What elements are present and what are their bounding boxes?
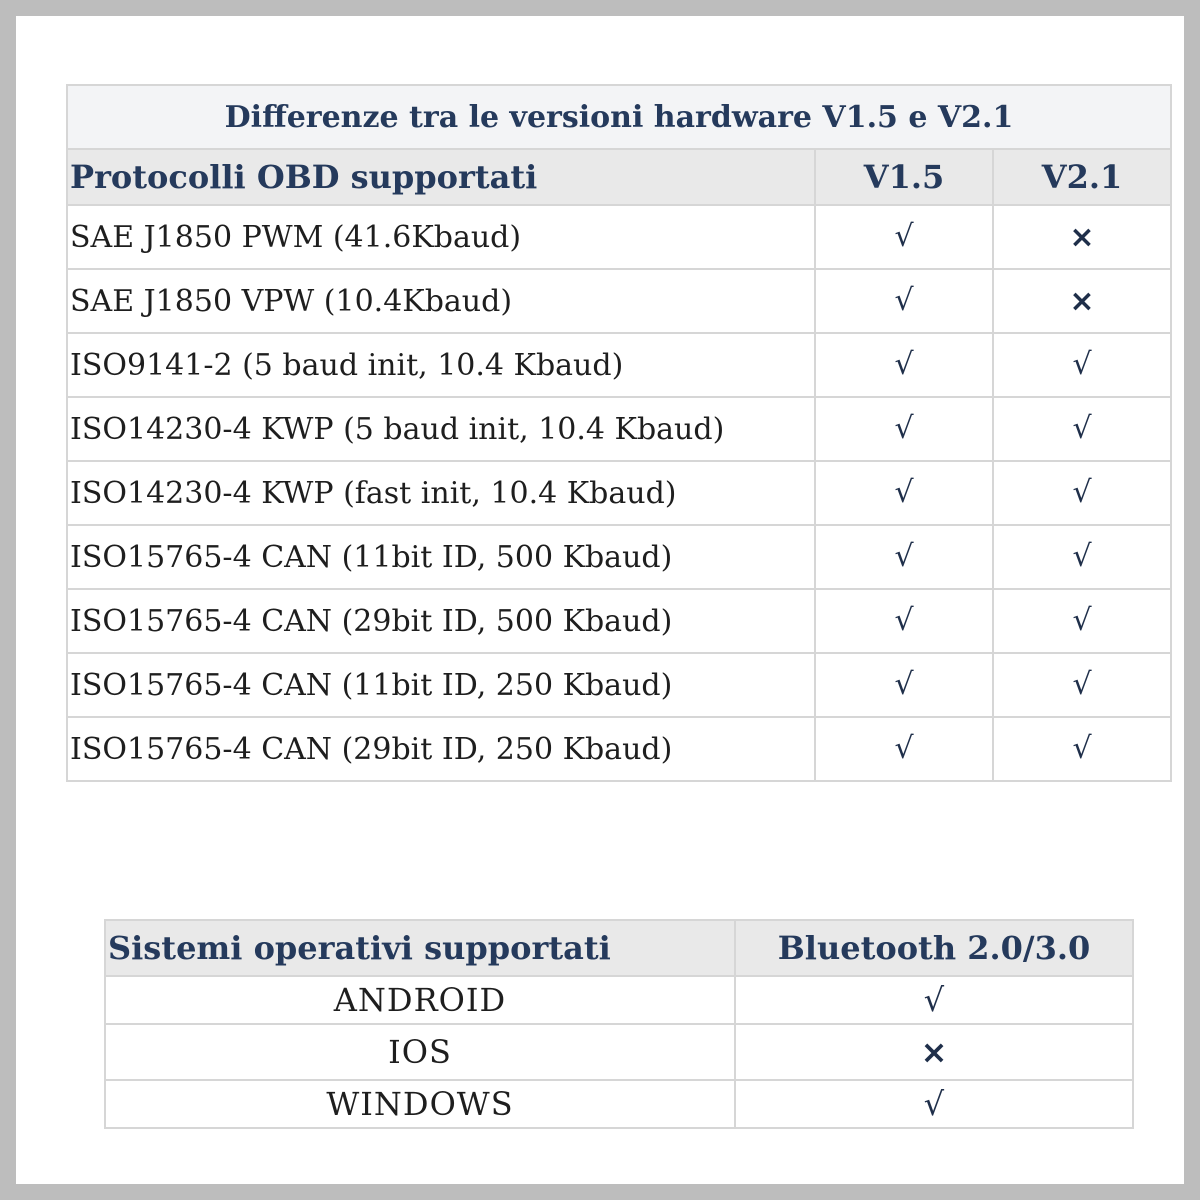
check-icon: √ xyxy=(993,333,1171,397)
protocol-name: ISO15765-4 CAN (11bit ID, 250 Kbaud) xyxy=(67,653,815,717)
table-row xyxy=(105,1080,1133,1128)
protocol-name: ISO9141-2 (5 baud init, 10.4 Kbaud) xyxy=(67,333,815,397)
check-icon: √ xyxy=(993,525,1171,589)
check-icon: √ xyxy=(815,717,993,781)
table-row xyxy=(67,461,1171,525)
check-icon: √ xyxy=(815,653,993,717)
check-icon: √ xyxy=(815,397,993,461)
os-name: WINDOWS xyxy=(105,1080,735,1128)
check-icon: √ xyxy=(735,1080,1133,1128)
table-row xyxy=(67,333,1171,397)
header-bluetooth: Bluetooth 2.0/3.0 xyxy=(735,920,1133,976)
table-header-row xyxy=(105,920,1133,976)
header-protocols: Protocolli OBD supportati xyxy=(67,149,815,205)
check-icon: √ xyxy=(815,461,993,525)
os-support-table xyxy=(104,919,1134,1129)
check-icon: √ xyxy=(993,397,1171,461)
header-os: Sistemi operativi supportati xyxy=(105,920,735,976)
os-name: IOS xyxy=(105,1024,735,1080)
protocol-name: SAE J1850 PWM (41.6Kbaud) xyxy=(67,205,815,269)
header-v15: V1.5 xyxy=(815,149,993,205)
check-icon: √ xyxy=(993,717,1171,781)
protocol-name: ISO15765-4 CAN (29bit ID, 500 Kbaud) xyxy=(67,589,815,653)
table-row xyxy=(105,1024,1133,1080)
check-icon: √ xyxy=(993,589,1171,653)
table-title: Differenze tra le versioni hardware V1.5 e V2.1 xyxy=(67,85,1171,149)
check-icon: √ xyxy=(815,589,993,653)
cross-icon: × xyxy=(993,205,1171,269)
check-icon: √ xyxy=(993,461,1171,525)
table-header-row xyxy=(67,149,1171,205)
table-row xyxy=(67,589,1171,653)
cross-icon: × xyxy=(993,269,1171,333)
check-icon: √ xyxy=(993,653,1171,717)
check-icon: √ xyxy=(815,269,993,333)
check-icon: √ xyxy=(815,333,993,397)
table-row xyxy=(67,397,1171,461)
cross-icon: × xyxy=(735,1024,1133,1080)
hardware-versions-table xyxy=(66,84,1172,782)
protocol-name: ISO15765-4 CAN (29bit ID, 250 Kbaud) xyxy=(67,717,815,781)
table-row xyxy=(67,269,1171,333)
table-row xyxy=(105,976,1133,1024)
header-v21: V2.1 xyxy=(993,149,1171,205)
table-row xyxy=(67,525,1171,589)
protocol-name: ISO15765-4 CAN (11bit ID, 500 Kbaud) xyxy=(67,525,815,589)
table-title-row xyxy=(67,85,1171,149)
table-row xyxy=(67,653,1171,717)
protocol-name: ISO14230-4 KWP (fast init, 10.4 Kbaud) xyxy=(67,461,815,525)
check-icon: √ xyxy=(815,205,993,269)
check-icon: √ xyxy=(815,525,993,589)
protocol-name: ISO14230-4 KWP (5 baud init, 10.4 Kbaud) xyxy=(67,397,815,461)
protocol-name: SAE J1850 VPW (10.4Kbaud) xyxy=(67,269,815,333)
table-row xyxy=(67,717,1171,781)
table-row xyxy=(67,205,1171,269)
check-icon: √ xyxy=(735,976,1133,1024)
os-name: ANDROID xyxy=(105,976,735,1024)
